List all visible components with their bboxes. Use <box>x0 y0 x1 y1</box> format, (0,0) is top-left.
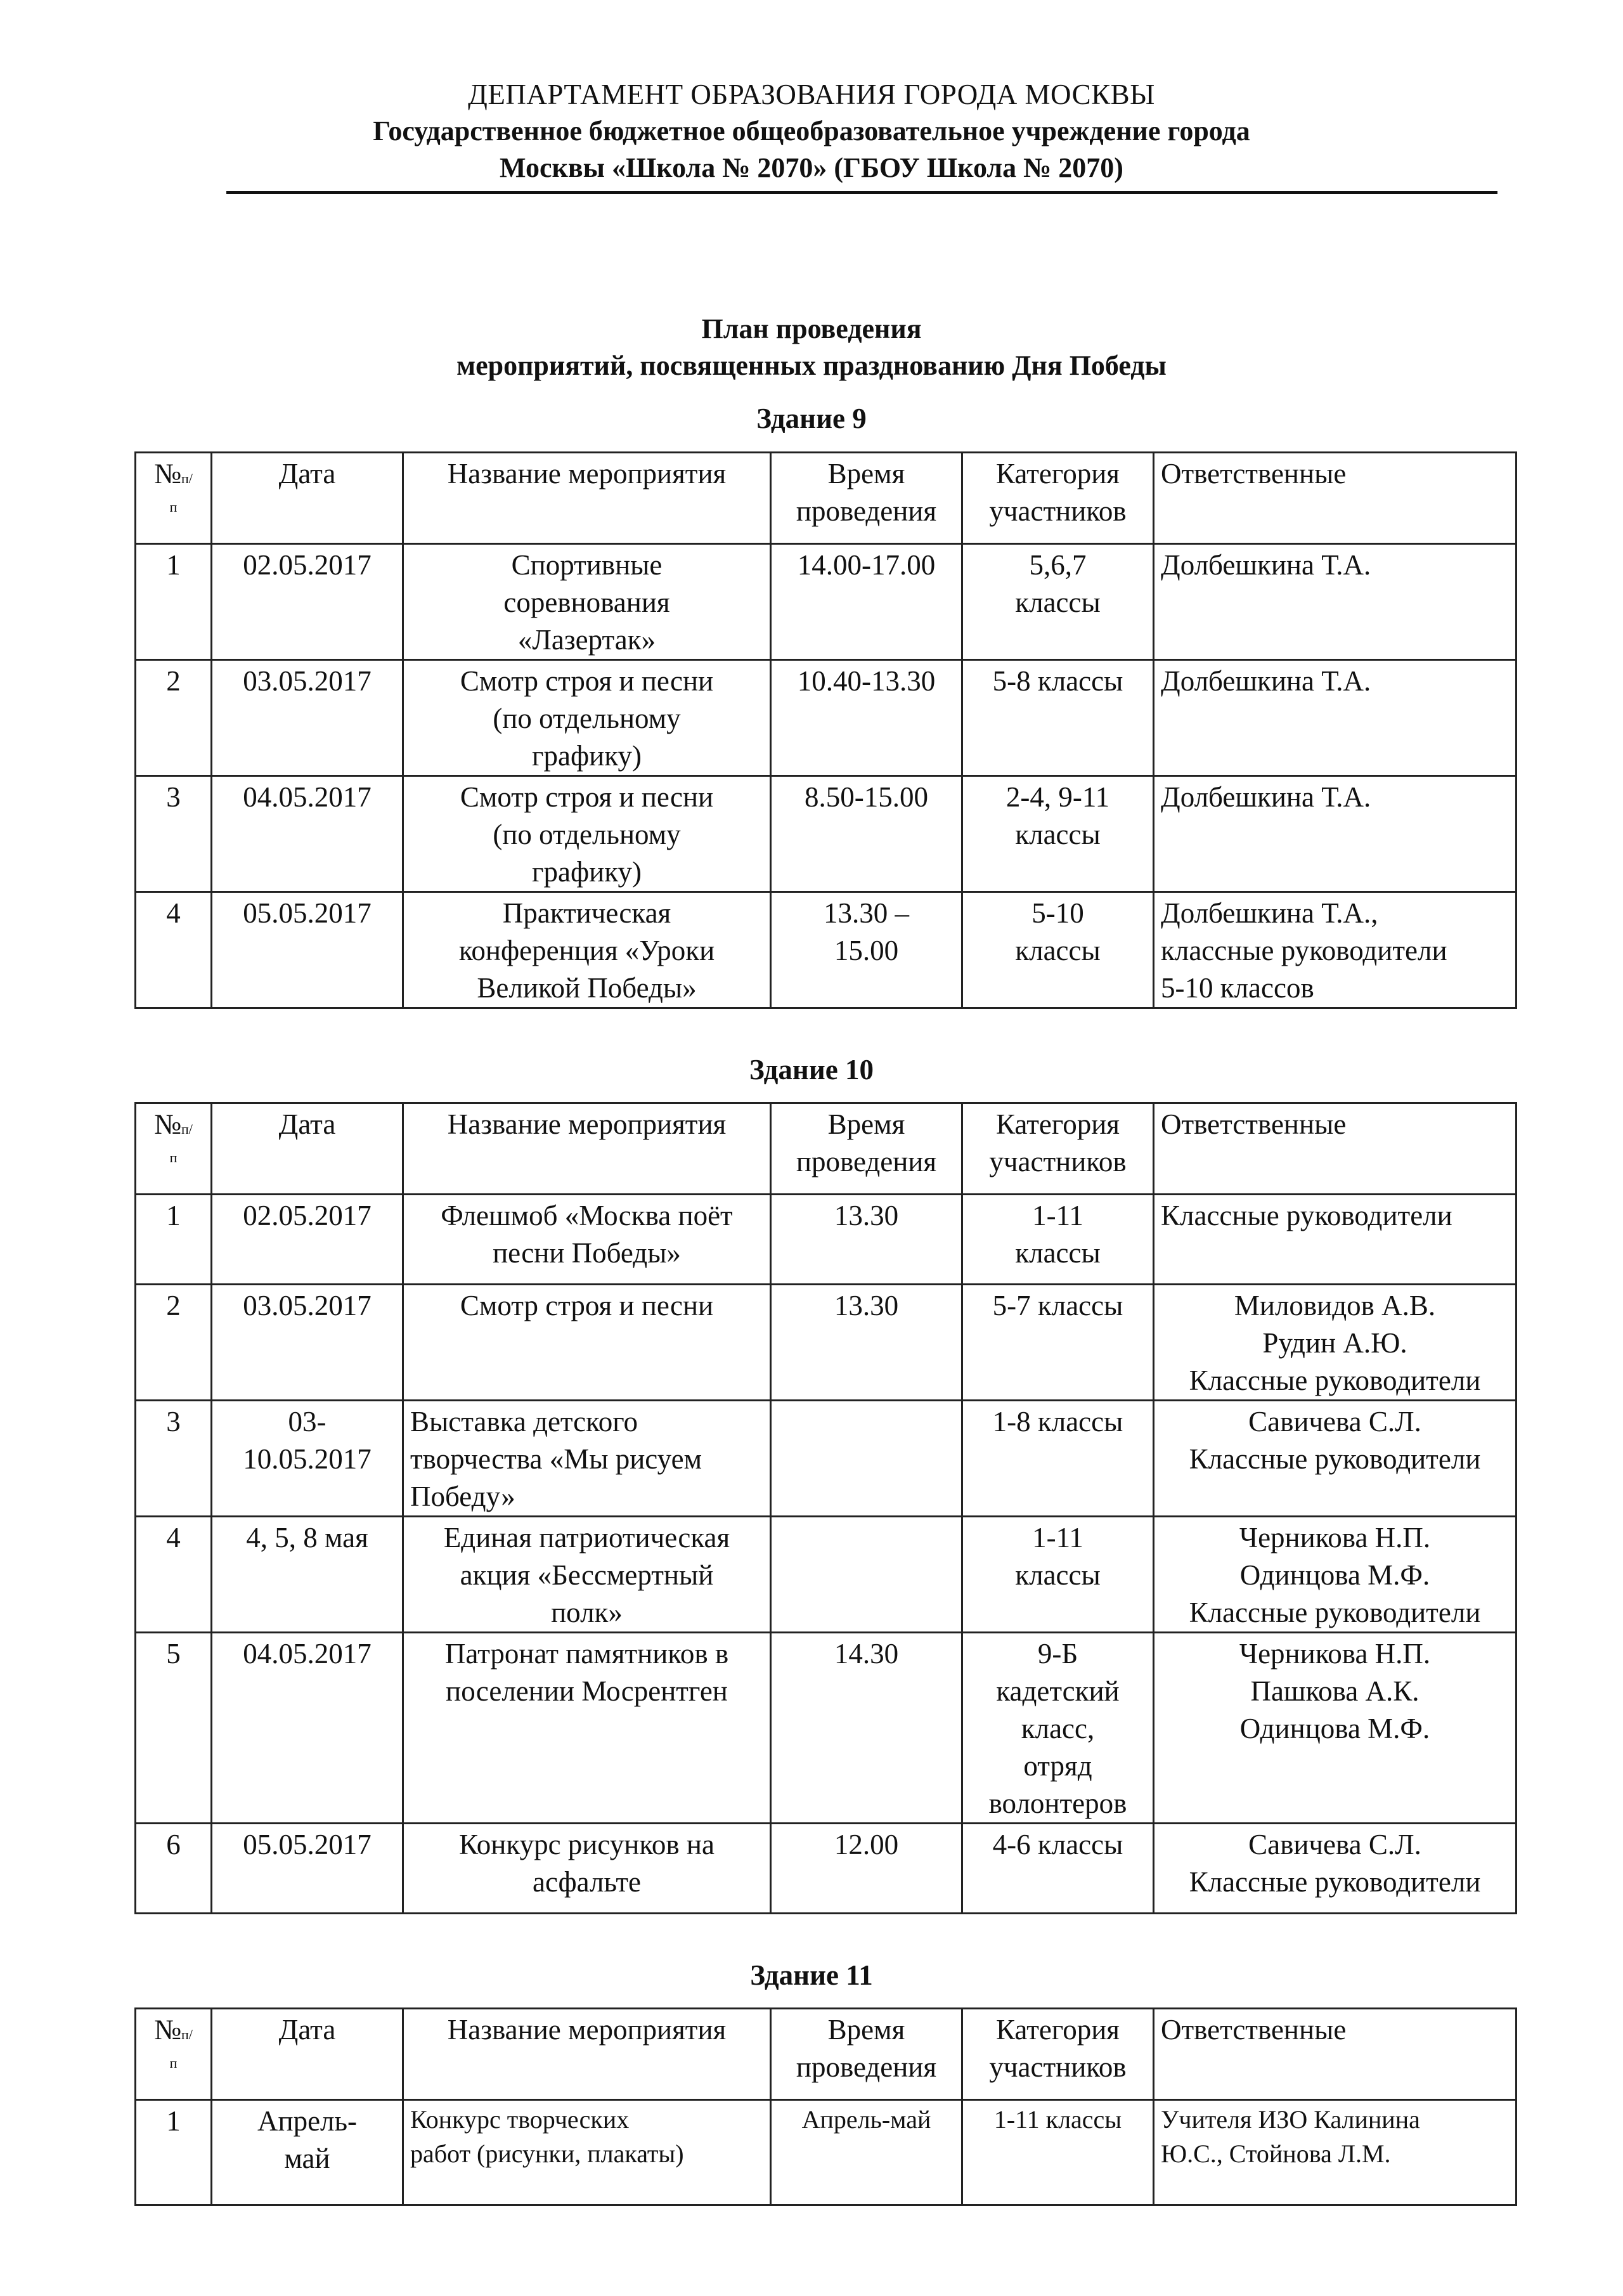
responsible-persons <box>1154 776 1516 892</box>
column-header-responsible-text: Ответственные <box>1161 458 1347 490</box>
participant-category-line: отряд <box>1023 1750 1092 1782</box>
column-header-date <box>212 1103 403 1195</box>
event-time <box>771 2100 962 2205</box>
event-name-line: Смотр строя и песни <box>460 1290 714 1321</box>
header-divider <box>226 191 1497 194</box>
event-name <box>403 892 771 1008</box>
row-number: 2 <box>136 1285 212 1401</box>
participant-category-line: 1-11 классы <box>993 2105 1122 2134</box>
column-header-time <box>771 2009 962 2100</box>
event-date <box>212 1824 403 1914</box>
responsible-persons-line: Миловидов А.В. <box>1234 1290 1436 1321</box>
event-time-line: 13.30 – <box>824 897 909 929</box>
participant-category-line: 4-6 классы <box>992 1829 1123 1860</box>
event-time <box>771 544 962 660</box>
event-date-line: 03.05.2017 <box>243 1290 372 1321</box>
responsible-persons-line: Классные руководители <box>1189 1597 1481 1628</box>
event-date-line: май <box>284 2143 330 2174</box>
column-header-date <box>212 453 403 544</box>
event-date <box>212 660 403 776</box>
event-date <box>212 1195 403 1285</box>
participant-category-line: классы <box>1015 587 1101 618</box>
participant-category-line: кадетский <box>996 1675 1120 1707</box>
table-row <box>136 660 1516 776</box>
responsible-persons-line: Долбешкина Т.А. <box>1161 781 1371 813</box>
row-number: 1 <box>136 2100 212 2205</box>
column-header-event-name <box>403 2009 771 2100</box>
event-date <box>212 1633 403 1824</box>
department-heading: ДЕПАРТАМЕНТ ОБРАЗОВАНИЯ ГОРОДА МОСКВЫ <box>468 79 1155 110</box>
participant-category <box>962 1285 1154 1401</box>
event-date-line: 4, 5, 8 мая <box>246 1522 368 1553</box>
row-number: 4 <box>136 1517 212 1633</box>
participant-category-line: классы <box>1015 935 1101 966</box>
event-time <box>771 1633 962 1824</box>
event-name-line: Победу» <box>410 1481 515 1512</box>
participant-category <box>962 1195 1154 1285</box>
event-name-line: Единая патриотическая <box>443 1522 730 1553</box>
participant-category <box>962 2100 1154 2205</box>
event-time-line: 13.30 <box>834 1200 899 1231</box>
event-time <box>771 1195 962 1285</box>
participant-category <box>962 1824 1154 1914</box>
column-header-date-text: Дата <box>278 2014 336 2046</box>
column-header-event-name-text: Название мероприятия <box>447 2014 727 2046</box>
responsible-persons <box>1154 2100 1516 2205</box>
table-row <box>136 1285 1516 1401</box>
building-9-table <box>134 451 1517 1009</box>
participant-category-line: класс, <box>1021 1713 1095 1744</box>
event-date <box>212 1285 403 1401</box>
event-name-line: «Лазертак» <box>517 624 656 656</box>
institution-name-line1: Государственное бюджетное общеобразовательное учреждение города <box>373 115 1250 146</box>
responsible-persons-line: Классные руководители <box>1189 1866 1481 1898</box>
event-date-line: 02.05.2017 <box>243 549 372 581</box>
participant-category-line: 1-11 <box>1032 1522 1083 1553</box>
responsible-persons-line: Классные руководители <box>1189 1443 1481 1475</box>
column-header-category <box>962 2009 1154 2100</box>
event-date-line: 03- <box>288 1406 327 1437</box>
column-header-category-text: Категория <box>996 1108 1120 1140</box>
event-time-line: 8.50-15.00 <box>805 781 928 813</box>
number-sub-label: п <box>169 499 178 515</box>
table-row <box>136 1517 1516 1633</box>
participant-category-line: 9-Б <box>1037 1638 1078 1670</box>
event-time-line: 10.40-13.30 <box>797 665 936 697</box>
responsible-persons-line: Учителя ИЗО Калинина <box>1161 2105 1420 2134</box>
event-time <box>771 892 962 1008</box>
event-name-line: графику) <box>532 856 642 888</box>
number-sign-label: № <box>154 2014 182 2046</box>
responsible-persons-line: Рудин А.Ю. <box>1262 1327 1407 1359</box>
building-11-title: Здание 11 <box>750 1959 873 1991</box>
column-header-time-text: проведения <box>796 1146 937 1177</box>
table-header-row <box>136 1103 1516 1195</box>
column-header-responsible <box>1154 1103 1516 1195</box>
number-sub-label: п <box>169 2055 178 2071</box>
responsible-persons <box>1154 660 1516 776</box>
responsible-persons-line: Классные руководители <box>1161 1200 1452 1231</box>
event-name-line: Великой Победы» <box>477 972 697 1004</box>
participant-category-line: классы <box>1015 1237 1101 1269</box>
column-header-category-text: участников <box>989 2051 1127 2083</box>
table-row <box>136 2100 1516 2205</box>
participant-category-line: классы <box>1015 1559 1101 1591</box>
responsible-persons-line: Классные руководители <box>1189 1365 1481 1396</box>
event-name <box>403 2100 771 2205</box>
event-name <box>403 776 771 892</box>
responsible-persons-line: Долбешкина Т.А. <box>1161 549 1371 581</box>
row-number: 2 <box>136 660 212 776</box>
event-name-line: песни Победы» <box>493 1237 681 1269</box>
participant-category-line: 1-11 <box>1032 1200 1083 1231</box>
event-time-line: 14.30 <box>834 1638 899 1670</box>
responsible-persons-line: Савичева С.Л. <box>1248 1829 1421 1860</box>
column-header-responsible-text: Ответственные <box>1161 1108 1347 1140</box>
plan-title-line2: мероприятий, посвященных празднованию Дня Победы <box>456 350 1167 381</box>
event-name-line: (по отдельному <box>493 819 681 850</box>
column-header-category-text: участников <box>989 495 1127 527</box>
column-header-time-text: проведения <box>796 495 937 527</box>
column-header-date <box>212 2009 403 2100</box>
row-number: 1 <box>136 1195 212 1285</box>
event-name-line: творчества «Мы рисуем <box>410 1443 702 1475</box>
participant-category <box>962 1401 1154 1517</box>
event-date-line: 04.05.2017 <box>243 781 372 813</box>
participant-category <box>962 1517 1154 1633</box>
participant-category-line: 5-10 <box>1031 897 1084 929</box>
column-header-category-text: участников <box>989 1146 1127 1177</box>
event-date-line: 10.05.2017 <box>243 1443 372 1475</box>
institution-name-line2: Москвы «Школа № 2070» (ГБОУ Школа № 2070) <box>500 152 1123 183</box>
event-time <box>771 1401 962 1517</box>
table-row <box>136 1633 1516 1824</box>
event-time <box>771 1285 962 1401</box>
table-row <box>136 892 1516 1008</box>
event-date-line: 02.05.2017 <box>243 1200 372 1231</box>
row-number: 4 <box>136 892 212 1008</box>
column-header-time-text: проведения <box>796 2051 937 2083</box>
event-date-line: 05.05.2017 <box>243 1829 372 1860</box>
row-number: 3 <box>136 776 212 892</box>
event-time <box>771 660 962 776</box>
event-time-line: Апрель-май <box>801 2105 931 2134</box>
column-header-time-text: Время <box>827 2014 905 2046</box>
responsible-persons <box>1154 1401 1516 1517</box>
participant-category <box>962 660 1154 776</box>
event-date <box>212 2100 403 2205</box>
table-row <box>136 776 1516 892</box>
event-name <box>403 660 771 776</box>
event-name-line: полк» <box>551 1597 623 1628</box>
responsible-persons <box>1154 1824 1516 1914</box>
building-10-table <box>134 1102 1517 1914</box>
number-sub-label: п <box>169 1150 178 1165</box>
participant-category-line: 5-8 классы <box>992 665 1123 697</box>
participant-category-line: классы <box>1015 819 1101 850</box>
event-time-line: 12.00 <box>834 1829 899 1860</box>
number-sub-label: п/ <box>181 2027 193 2042</box>
responsible-persons-line: Черникова Н.П. <box>1239 1522 1431 1553</box>
event-date <box>212 776 403 892</box>
participant-category-line: 2-4, 9-11 <box>1005 781 1110 813</box>
participant-category-line: 5,6,7 <box>1029 549 1087 581</box>
event-date <box>212 892 403 1008</box>
table-header-row <box>136 453 1516 544</box>
event-name-line: Конкурс рисунков на <box>459 1829 715 1860</box>
event-name <box>403 544 771 660</box>
event-date-line: 05.05.2017 <box>243 897 372 929</box>
responsible-persons-line: 5-10 классов <box>1161 972 1314 1004</box>
table-row <box>136 544 1516 660</box>
table-row <box>136 1195 1516 1285</box>
event-name <box>403 1195 771 1285</box>
row-number: 1 <box>136 544 212 660</box>
event-name-line: Спортивные <box>511 549 663 581</box>
number-sign-label: № <box>154 1108 182 1140</box>
responsible-persons <box>1154 1633 1516 1824</box>
event-name-line: Патронат памятников в <box>444 1638 729 1670</box>
event-time-line: 14.00-17.00 <box>797 549 936 581</box>
building-11-table <box>134 2007 1517 2206</box>
event-time <box>771 1517 962 1633</box>
plan-title-line1: План проведения <box>701 313 922 344</box>
column-header-category-text: Категория <box>996 2014 1120 2046</box>
column-header-event-name <box>403 453 771 544</box>
event-name-line: работ (рисунки, плакаты) <box>410 2139 684 2168</box>
number-sign-label: № <box>154 458 182 490</box>
table-row <box>136 1401 1516 1517</box>
participant-category-line: 5-7 классы <box>992 1290 1123 1321</box>
responsible-persons <box>1154 1517 1516 1633</box>
responsible-persons-line: Одинцова М.Ф. <box>1239 1559 1430 1591</box>
responsible-persons-line: Черникова Н.П. <box>1239 1638 1431 1670</box>
row-number: 3 <box>136 1401 212 1517</box>
column-header-category <box>962 453 1154 544</box>
responsible-persons <box>1154 1285 1516 1401</box>
event-date <box>212 1517 403 1633</box>
participant-category <box>962 892 1154 1008</box>
column-header-number <box>136 453 212 544</box>
responsible-persons-line: Ю.С., Стойнова Л.М. <box>1161 2139 1391 2168</box>
responsible-persons-line: классные руководители <box>1161 935 1447 966</box>
event-name-line: Смотр строя и песни <box>460 781 714 813</box>
event-name-line: асфальте <box>533 1866 641 1898</box>
event-time-line: 15.00 <box>834 935 899 966</box>
participant-category-line: волонтеров <box>988 1787 1127 1819</box>
event-time <box>771 776 962 892</box>
table-row <box>136 1824 1516 1914</box>
participant-category <box>962 544 1154 660</box>
event-name <box>403 1285 771 1401</box>
event-date <box>212 544 403 660</box>
column-header-time-text: Время <box>827 1108 905 1140</box>
building-9-title: Здание 9 <box>756 403 867 434</box>
event-name <box>403 1824 771 1914</box>
event-name <box>403 1517 771 1633</box>
column-header-time <box>771 1103 962 1195</box>
responsible-persons-line: Пашкова А.К. <box>1250 1675 1419 1707</box>
event-name-line: Смотр строя и песни <box>460 665 714 697</box>
row-number: 6 <box>136 1824 212 1914</box>
responsible-persons <box>1154 544 1516 660</box>
responsible-persons-line: Долбешкина Т.А. <box>1161 665 1371 697</box>
column-header-event-name-text: Название мероприятия <box>447 458 727 490</box>
event-date-line: 03.05.2017 <box>243 665 372 697</box>
participant-category-line: 1-8 классы <box>992 1406 1123 1437</box>
table-header-row <box>136 2009 1516 2100</box>
column-header-date-text: Дата <box>278 458 336 490</box>
event-name-line: Выставка детского <box>410 1406 638 1437</box>
column-header-responsible-text: Ответственные <box>1161 2014 1347 2046</box>
responsible-persons-line: Долбешкина Т.А., <box>1161 897 1378 929</box>
participant-category <box>962 1633 1154 1824</box>
event-name-line: поселении Мосрентген <box>446 1675 728 1707</box>
event-name-line: соревнования <box>503 587 670 618</box>
responsible-persons <box>1154 892 1516 1008</box>
responsible-persons-line: Савичева С.Л. <box>1248 1406 1421 1437</box>
column-header-number <box>136 1103 212 1195</box>
event-date-line: 04.05.2017 <box>243 1638 372 1670</box>
event-name-line: (по отдельному <box>493 703 681 734</box>
column-header-responsible <box>1154 453 1516 544</box>
responsible-persons <box>1154 1195 1516 1285</box>
column-header-number <box>136 2009 212 2100</box>
column-header-date-text: Дата <box>278 1108 336 1140</box>
column-header-responsible <box>1154 2009 1516 2100</box>
event-date <box>212 1401 403 1517</box>
event-time-line: 13.30 <box>834 1290 899 1321</box>
responsible-persons-line: Одинцова М.Ф. <box>1239 1713 1430 1744</box>
event-name <box>403 1401 771 1517</box>
column-header-time-text: Время <box>827 458 905 490</box>
event-name <box>403 1633 771 1824</box>
column-header-category-text: Категория <box>996 458 1120 490</box>
event-name-line: конференция «Уроки <box>458 935 715 966</box>
event-name-line: Флешмоб «Москва поёт <box>441 1200 733 1231</box>
column-header-event-name <box>403 1103 771 1195</box>
row-number: 5 <box>136 1633 212 1824</box>
column-header-category <box>962 1103 1154 1195</box>
number-sub-label: п/ <box>181 470 193 486</box>
event-date-line: Апрель- <box>257 2105 358 2137</box>
building-10-title: Здание 10 <box>749 1054 874 1086</box>
event-name-line: графику) <box>532 740 642 772</box>
column-header-time <box>771 453 962 544</box>
participant-category <box>962 776 1154 892</box>
event-time <box>771 1824 962 1914</box>
event-name-line: Конкурс творческих <box>410 2105 630 2134</box>
column-header-event-name-text: Название мероприятия <box>447 1108 727 1140</box>
event-name-line: акция «Бессмертный <box>460 1559 714 1591</box>
event-name-line: Практическая <box>502 897 671 929</box>
number-sub-label: п/ <box>181 1121 193 1137</box>
